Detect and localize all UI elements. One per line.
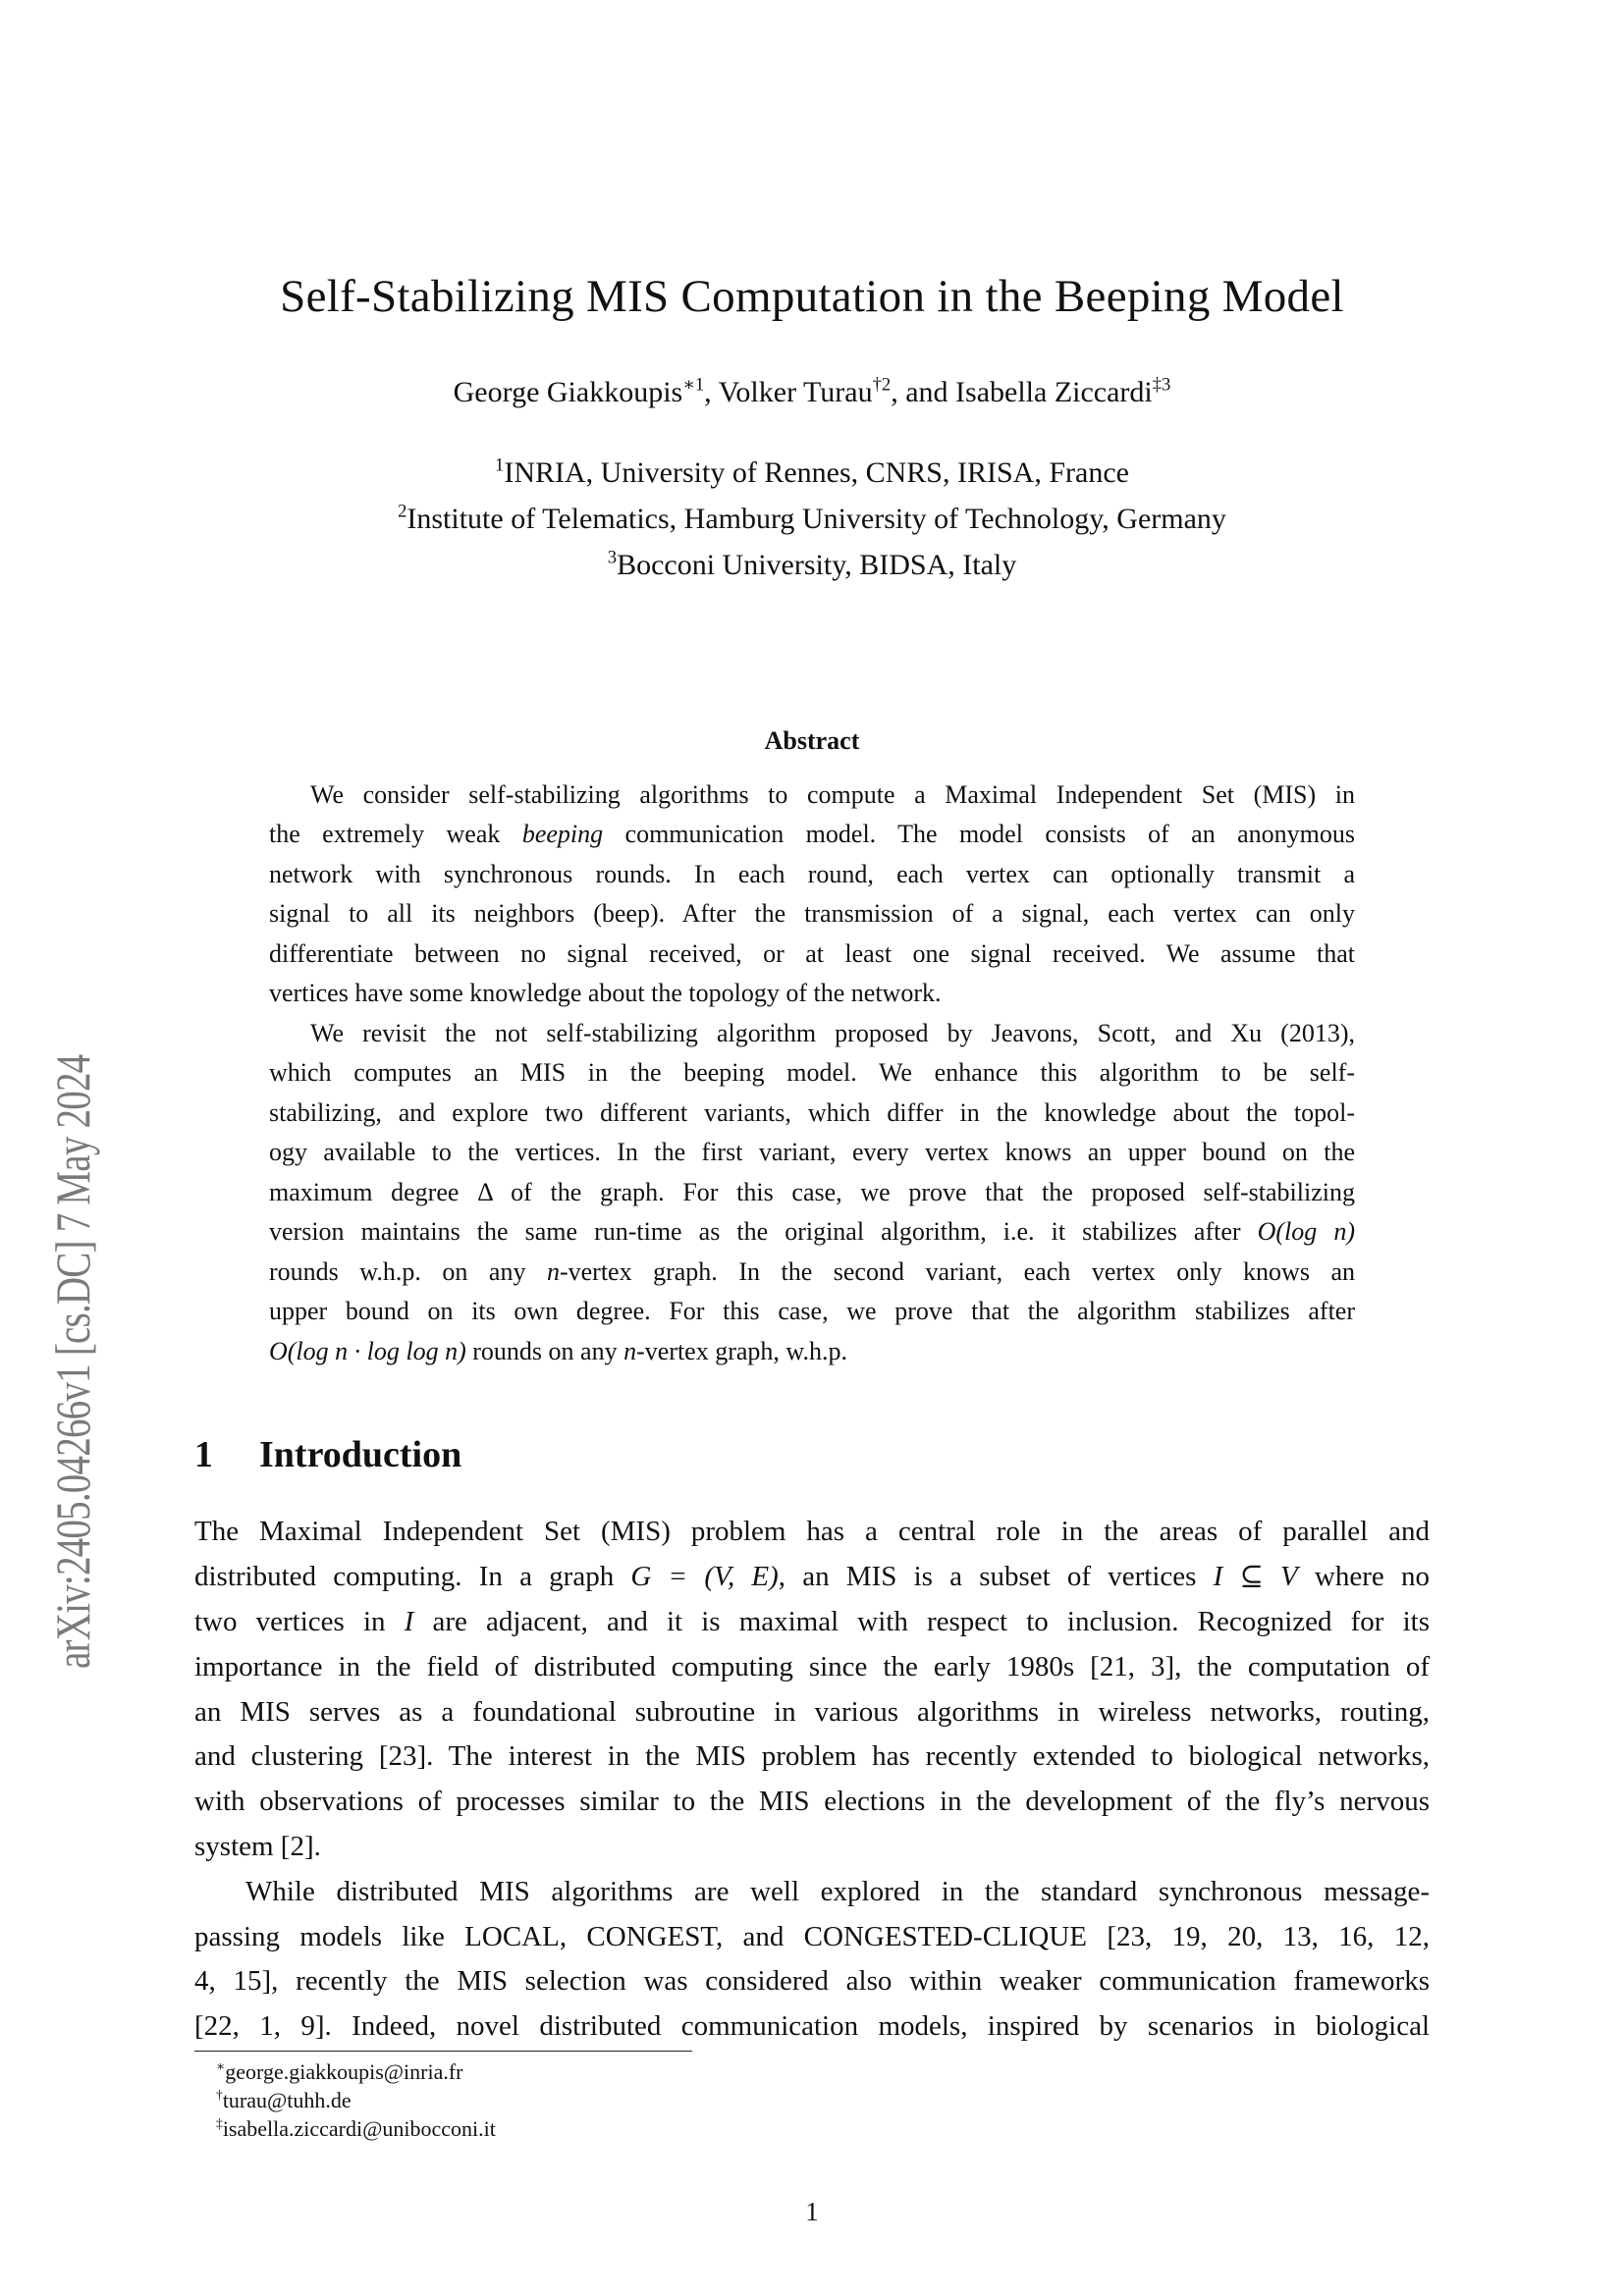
footnote-email[interactable]: george.giakkoupis@inria.fr [225, 2059, 463, 2084]
author-list [0, 373, 1624, 412]
abstract-line: We consider self-stabilizing algorithms to compute a Maximal Independent Set (MIS) in [310, 780, 1355, 809]
body-line [194, 1600, 1430, 1645]
abstract-heading: Abstract [764, 726, 860, 755]
body-line [194, 1555, 1430, 1600]
affiliation-text: Institute of Telematics, Hamburg University of Technology, Germany [406, 503, 1226, 535]
abstract-line: upper bound on its own degree. For this case, we prove that the algorithm stabilizes after [269, 1297, 1355, 1325]
author-separator: , [704, 376, 719, 408]
author-mark: ‡3 [1152, 374, 1171, 396]
math-expression: G = (V, E) [630, 1561, 779, 1592]
footnote-mark: † [216, 2087, 223, 2103]
text-run: -vertex graph, w.h.p. [636, 1337, 847, 1365]
body-line: and clustering [23]. The interest in the MIS problem has recently extended to biological networks, [194, 1740, 1430, 1772]
author-separator: , and [891, 376, 956, 408]
author-mark: ∗1 [682, 374, 705, 396]
affiliation-mark: 1 [495, 454, 505, 476]
section-heading [194, 1431, 461, 1478]
math-expression: O(log n · log log n) [269, 1337, 466, 1365]
text-run: , an MIS is a subset of vertices [778, 1561, 1214, 1592]
math-variable: I [404, 1606, 414, 1637]
footnote-rule [194, 2051, 692, 2052]
affiliation-text: Bocconi University, BIDSA, Italy [617, 549, 1017, 581]
affiliation [0, 546, 1624, 585]
math-variable: n [546, 1257, 560, 1286]
abstract-line: differentiate between no signal received, or at least one signal received. We assume that [269, 939, 1355, 968]
affiliation-mark: 3 [607, 547, 618, 568]
footnote [216, 2057, 463, 2086]
emphasis-beeping: beeping [521, 820, 604, 848]
body-line: While distributed MIS algorithms are well explored in the standard synchronous message- [245, 1876, 1430, 1907]
section-title: Introduction [259, 1434, 462, 1475]
text-run: -vertex graph. In the second variant, each vertex only knows an [559, 1257, 1355, 1286]
abstract-line: maximum degree Δ of the graph. For this case, we prove that the proposed self-stabilizing [269, 1178, 1355, 1206]
abstract-line: signal to all its neighbors (beep). After the transmission of a signal, each vertex can only [269, 899, 1355, 928]
math-expression: I ⊆ V [1213, 1561, 1298, 1592]
abstract-line [269, 1253, 1355, 1293]
footnote [216, 2086, 352, 2114]
body-line: with observations of processes similar to the MIS elections in the development of the fly’s nervous [194, 1786, 1430, 1817]
text-run: version maintains the same run-time as the original algorithm, i.e. it stabilizes after [269, 1217, 1258, 1246]
author-name: Isabella Ziccardi [955, 376, 1153, 408]
abstract-line [269, 815, 1355, 855]
abstract-line [269, 1332, 1355, 1372]
text-run: rounds on any [465, 1337, 624, 1365]
author-name: Volker Turau [718, 376, 873, 408]
text-run: are adjacent, and it is maximal with respect to inclusion. Recognized for its [413, 1606, 1430, 1637]
text-run: rounds w.h.p. on any [269, 1257, 547, 1286]
author-name: George Giakkoupis [453, 376, 683, 408]
arxiv-identifier-stamp: arXiv:2405.04266v1 [cs.DC] 7 May 2024 [45, 1054, 100, 1669]
abstract-line: network with synchronous rounds. In each round, each vertex can optionally transmit a [269, 860, 1355, 888]
text-run: where no [1297, 1561, 1430, 1592]
paper-title: Self-Stabilizing MIS Computation in the Beeping Model [280, 271, 1344, 322]
footnote-email[interactable]: isabella.ziccardi@unibocconi.it [222, 2116, 496, 2141]
text-run: the extremely weak [269, 820, 522, 848]
body-line: 4, 15], recently the MIS selection was considered also within weaker communication frameworks [194, 1965, 1430, 1997]
footnote-mark: ‡ [216, 2115, 223, 2131]
footnote [216, 2114, 496, 2143]
text-run: distributed computing. In a graph [194, 1561, 631, 1592]
math-expression: O(log n) [1257, 1217, 1355, 1246]
body-line: passing models like LOCAL, CONGEST, and CONGESTED-CLIQUE [23, 19, 20, 13, 16, 12, [194, 1921, 1430, 1952]
abstract-line: stabilizing, and explore two different variants, which differ in the knowledge about the topol- [269, 1098, 1355, 1127]
page-number: 1 [805, 2197, 819, 2226]
body-line: importance in the field of distributed computing since the early 1980s [21, 3], the computation of [194, 1651, 1430, 1682]
abstract-line: vertices have some knowledge about the topology of the network. [269, 979, 942, 1007]
math-variable: n [623, 1337, 637, 1365]
footnote-email[interactable]: turau@tuhh.de [222, 2088, 352, 2112]
affiliation-mark: 2 [398, 501, 407, 522]
body-line: an MIS serves as a foundational subroutine in various algorithms in wireless networks, routing, [194, 1696, 1430, 1728]
abstract-line: We revisit the not self-stabilizing algorithm proposed by Jeavons, Scott, and Xu (2013), [310, 1019, 1355, 1047]
footnote-mark: ∗ [216, 2058, 226, 2074]
text-run: two vertices in [194, 1606, 405, 1637]
abstract-line: which computes an MIS in the beeping model. We enhance this algorithm to be self- [269, 1058, 1355, 1087]
abstract-line [269, 1212, 1355, 1253]
author-mark: †2 [872, 374, 892, 396]
body-line: [22, 1, 9]. Indeed, novel distributed communication models, inspired by scenarios in biological [194, 2010, 1430, 2042]
text-run: communication model. The model consists of an anonymous [603, 820, 1355, 848]
affiliation [0, 454, 1624, 493]
body-line: The Maximal Independent Set (MIS) problem has a central role in the areas of parallel and [194, 1516, 1430, 1547]
body-line: system [2]. [194, 1831, 321, 1862]
section-number: 1 [194, 1434, 213, 1475]
affiliation-text: INRIA, University of Rennes, CNRS, IRISA, France [504, 456, 1129, 489]
affiliation [0, 500, 1624, 539]
abstract-line: ogy available to the vertices. In the first variant, every vertex knows an upper bound on the [269, 1138, 1355, 1166]
